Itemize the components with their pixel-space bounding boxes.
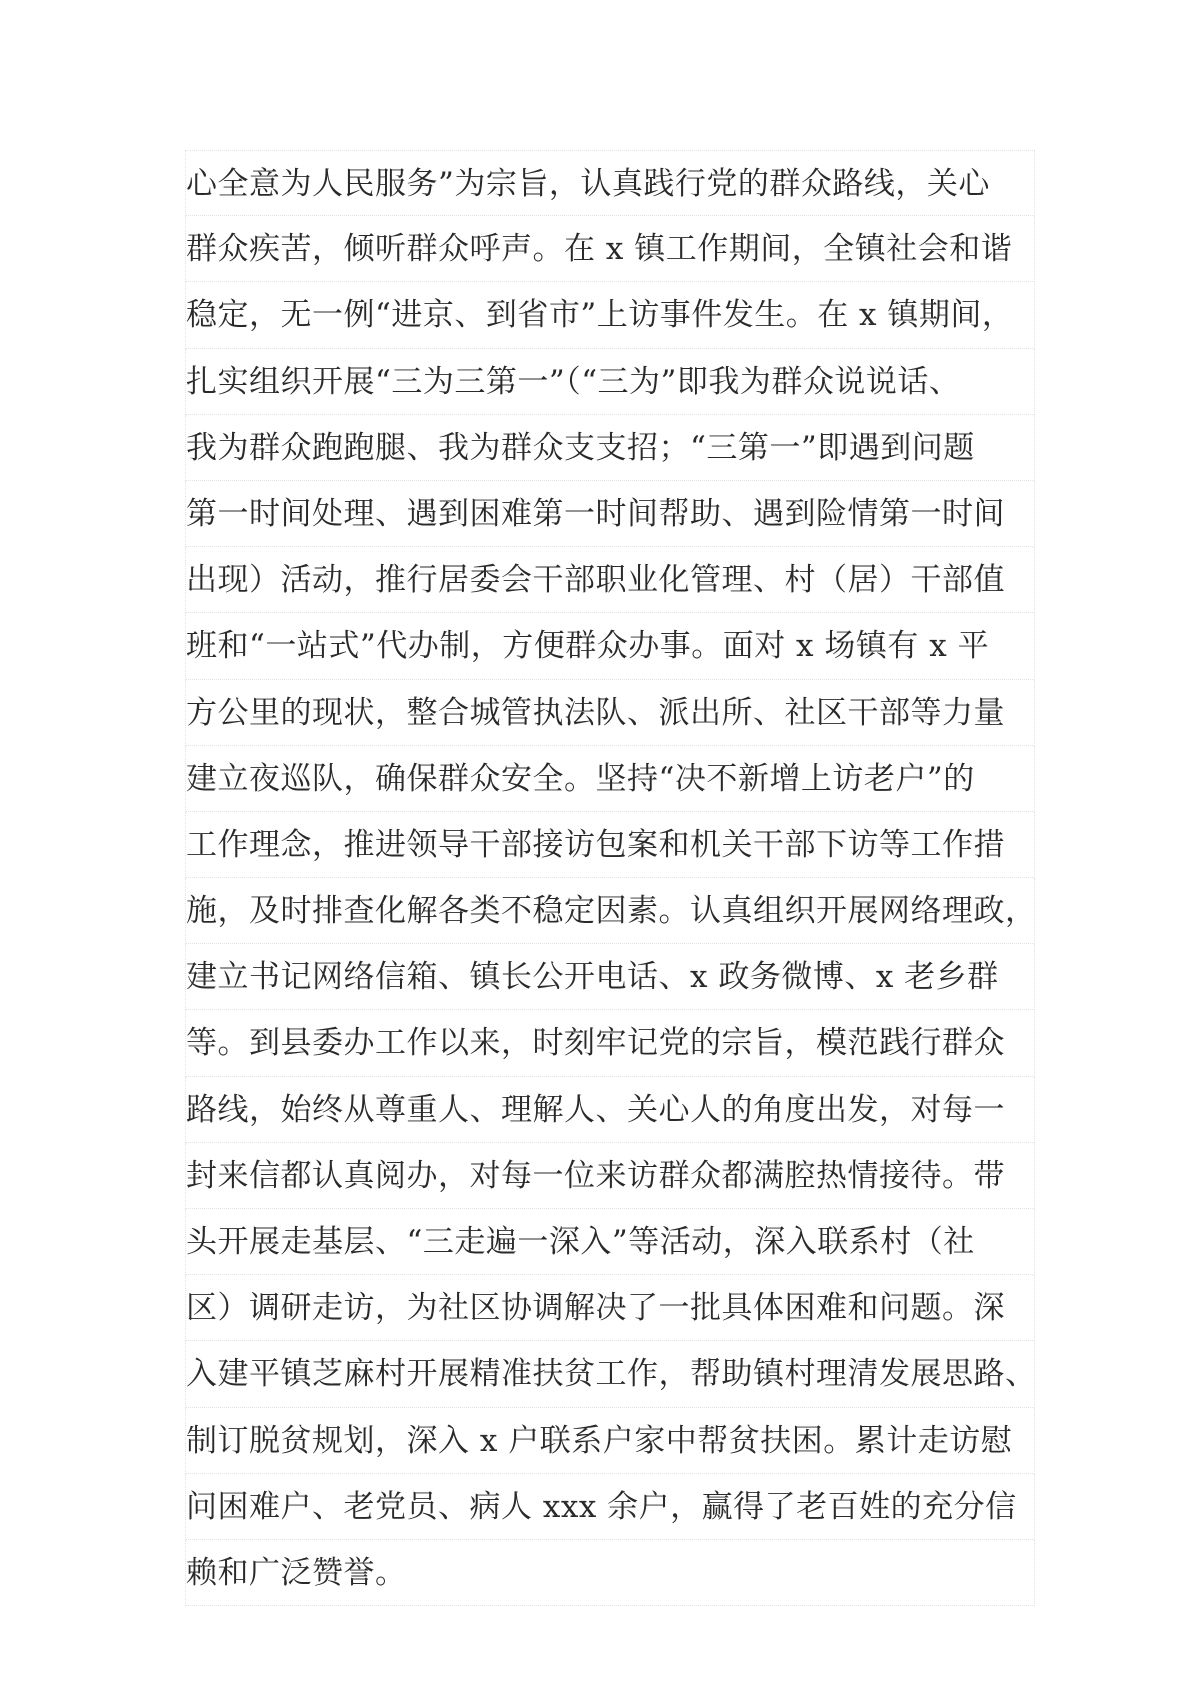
text-line: 问困难户、老党员、病人 xxx 余户，赢得了老百姓的充分信 xyxy=(185,1474,1035,1540)
text-line: 班和“一站式”代办制，方便群众办事。面对 x 场镇有 x 平 xyxy=(185,613,1035,679)
text-line: 头开展走基层、“三走遍一深入”等活动，深入联系村（社 xyxy=(185,1209,1035,1275)
text-line: 封来信都认真阅办，对每一位来访群众都满腔热情接待。带 xyxy=(185,1143,1035,1209)
text-line: 我为群众跑跑腿、我为群众支支招；“三第一”即遇到问题 xyxy=(185,415,1035,481)
text-line: 扎实组织开展“三为三第一”（“三为”即我为群众说说话、 xyxy=(185,349,1035,415)
text-line: 施，及时排查化解各类不稳定因素。认真组织开展网络理政， xyxy=(185,878,1035,944)
text-line: 路线，始终从尊重人、理解人、关心人的角度出发，对每一 xyxy=(185,1077,1035,1143)
text-line: 第一时间处理、遇到困难第一时间帮助、遇到险情第一时间 xyxy=(185,481,1035,547)
text-line: 心全意为人民服务”为宗旨，认真践行党的群众路线，关心 xyxy=(185,150,1035,216)
text-line: 等。到县委办工作以来，时刻牢记党的宗旨，模范践行群众 xyxy=(185,1010,1035,1076)
text-line: 区）调研走访，为社区协调解决了一批具体困难和问题。深 xyxy=(185,1275,1035,1341)
text-line: 稳定，无一例“进京、到省市”上访事件发生。在 x 镇期间， xyxy=(185,282,1035,348)
text-line: 赖和广泛赞誉。 xyxy=(185,1540,1035,1606)
text-line: 群众疾苦，倾听群众呼声。在 x 镇工作期间，全镇社会和谐 xyxy=(185,216,1035,282)
text-line: 建立书记网络信箱、镇长公开电话、x 政务微博、x 老乡群 xyxy=(185,944,1035,1010)
text-line: 建立夜巡队，确保群众安全。坚持“决不新增上访老户”的 xyxy=(185,746,1035,812)
text-line: 入建平镇芝麻村开展精准扶贫工作，帮助镇村理清发展思路、 xyxy=(185,1341,1035,1407)
text-line: 方公里的现状，整合城管执法队、派出所、社区干部等力量 xyxy=(185,680,1035,746)
text-line: 出现）活动，推行居委会干部职业化管理、村（居）干部值 xyxy=(185,547,1035,613)
body-text xyxy=(185,150,1035,1606)
text-line: 制订脱贫规划，深入 x 户联系户家中帮贫扶困。累计走访慰 xyxy=(185,1408,1035,1474)
text-line: 工作理念，推进领导干部接访包案和机关干部下访等工作措 xyxy=(185,812,1035,878)
